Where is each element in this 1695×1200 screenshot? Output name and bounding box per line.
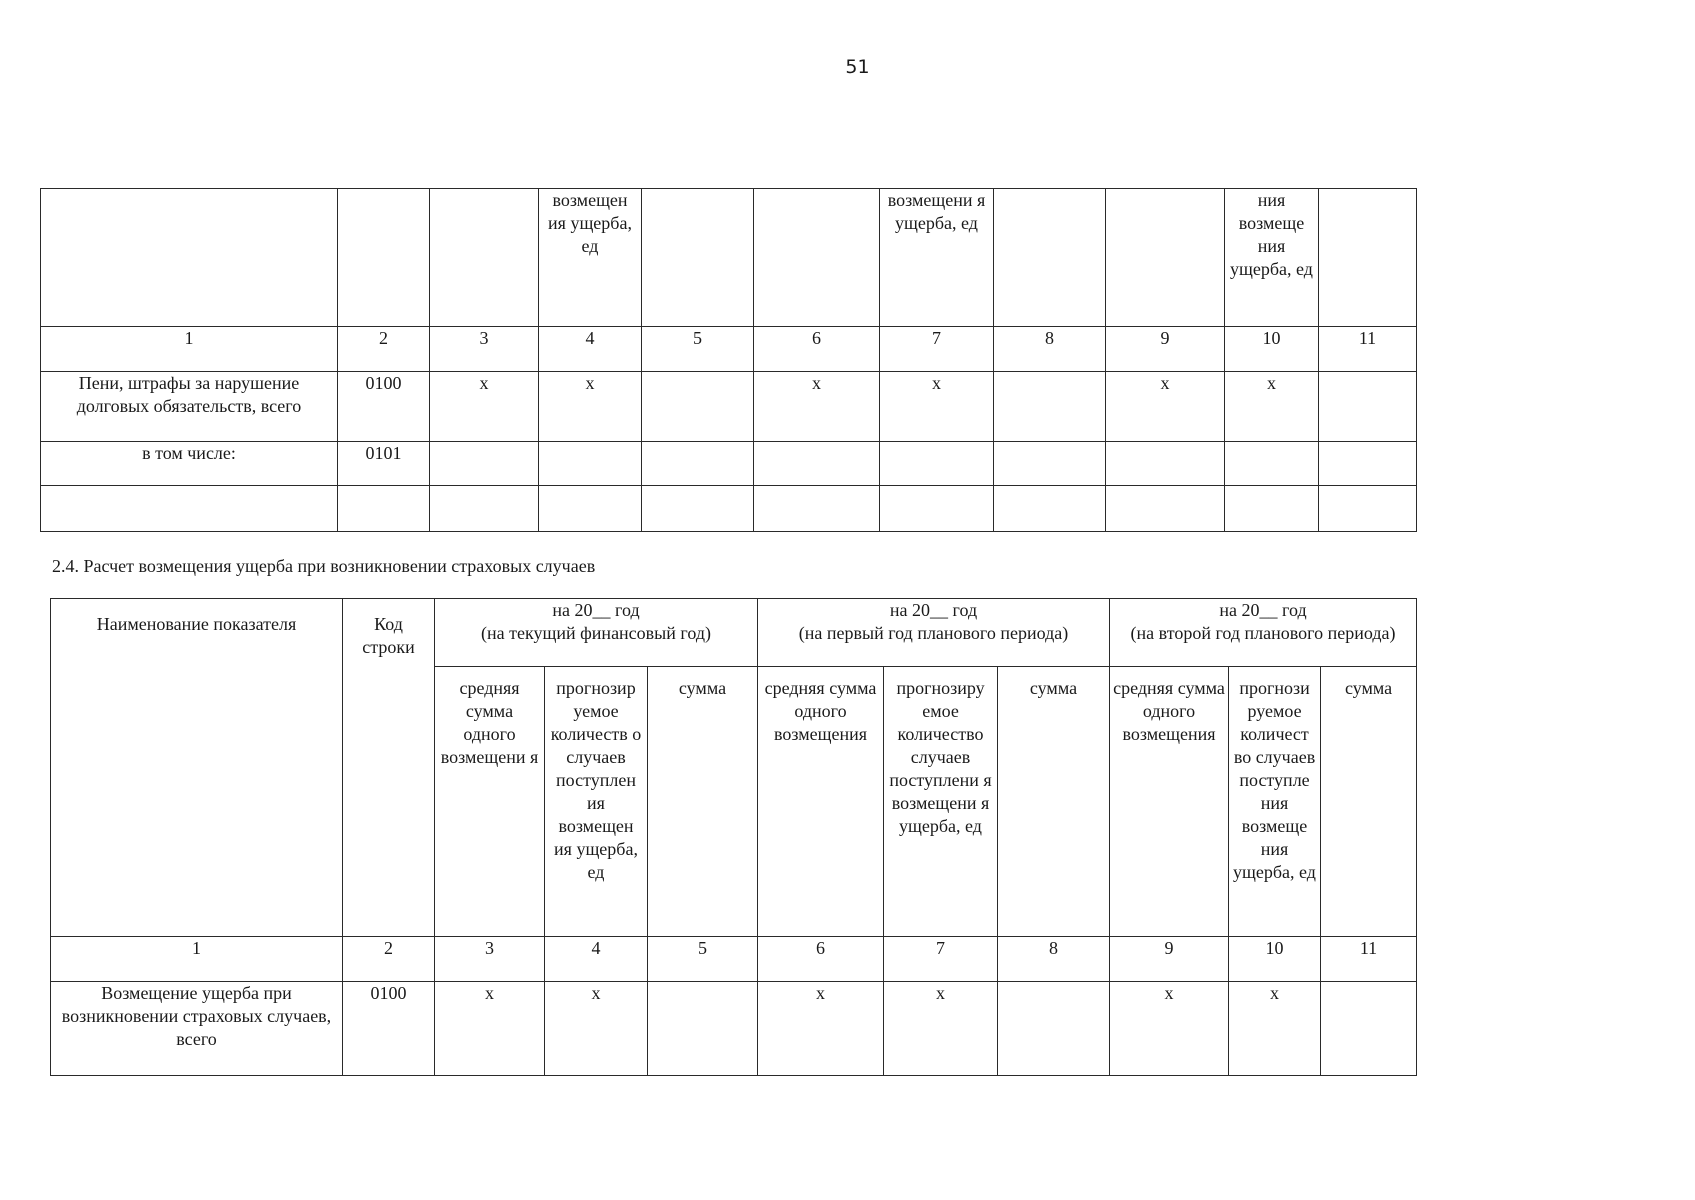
damages-continuation-table xyxy=(40,188,1417,532)
header-cell xyxy=(754,189,880,327)
column-number: 11 xyxy=(1319,327,1417,372)
row-cell: x xyxy=(880,372,994,442)
row-code: 0100 xyxy=(338,372,430,442)
period-group-second xyxy=(1110,599,1417,667)
row-cell xyxy=(539,442,642,486)
row-cell xyxy=(1106,486,1225,532)
table-row xyxy=(41,486,1417,532)
column-number: 9 xyxy=(1106,327,1225,372)
row-cell xyxy=(430,442,539,486)
header-cell xyxy=(994,189,1106,327)
column-number: 8 xyxy=(994,327,1106,372)
column-number: 2 xyxy=(343,937,435,982)
period-label: (на второй год планового периода) xyxy=(1130,623,1396,643)
column-numbers-row xyxy=(41,327,1417,372)
row-cell xyxy=(648,982,758,1076)
row-cell: x xyxy=(1225,372,1319,442)
period-label: (на первый год планового периода) xyxy=(798,623,1069,643)
row-cell xyxy=(1225,442,1319,486)
column-number: 6 xyxy=(754,327,880,372)
column-number: 5 xyxy=(642,327,754,372)
column-number: 5 xyxy=(648,937,758,982)
row-cell xyxy=(642,486,754,532)
period-label: (на текущий финансовый год) xyxy=(481,623,711,643)
header-cell xyxy=(1319,189,1417,327)
column-number: 3 xyxy=(430,327,539,372)
row-code: 0101 xyxy=(338,442,430,486)
row-cell xyxy=(994,372,1106,442)
subcolumn-header: средняя сумма одного возмещения xyxy=(1110,667,1229,937)
row-cell xyxy=(880,442,994,486)
column-number: 1 xyxy=(51,937,343,982)
table-row xyxy=(41,372,1417,442)
column-number: 10 xyxy=(1229,937,1321,982)
period-group-current xyxy=(435,599,758,667)
table-row xyxy=(41,442,1417,486)
row-cell: x xyxy=(1229,982,1321,1076)
row-code-header: Код строки xyxy=(343,599,435,937)
row-cell: x xyxy=(884,982,998,1076)
row-cell xyxy=(1321,982,1417,1076)
row-name: Пени, штрафы за нарушение долговых обязательств, всего xyxy=(41,372,338,442)
insurance-damages-table xyxy=(50,598,1417,1076)
column-number: 10 xyxy=(1225,327,1319,372)
row-cell xyxy=(994,486,1106,532)
row-cell: x xyxy=(435,982,545,1076)
row-cell xyxy=(754,442,880,486)
row-cell xyxy=(1319,372,1417,442)
row-cell xyxy=(430,486,539,532)
header-cell xyxy=(338,189,430,327)
row-cell xyxy=(754,486,880,532)
subcolumn-header: сумма xyxy=(1321,667,1417,937)
column-number: 4 xyxy=(545,937,648,982)
page-number: 51 xyxy=(845,56,870,78)
period-year: на 20__ год xyxy=(552,600,640,620)
table2-header-row xyxy=(51,599,1417,667)
header-cell: возмещени я ущерба, ед xyxy=(880,189,994,327)
row-code xyxy=(338,486,430,532)
column-number: 1 xyxy=(41,327,338,372)
subcolumn-header: средняя сумма одного возмещения xyxy=(758,667,884,937)
column-number: 2 xyxy=(338,327,430,372)
row-cell xyxy=(642,442,754,486)
subcolumn-header: прогнози руемое количест во случаев поступле ния возмеще ния ущерба, ед xyxy=(1229,667,1321,937)
header-cell: ния возмеще ния ущерба, ед xyxy=(1225,189,1319,327)
period-year: на 20__ год xyxy=(889,600,978,620)
column-number: 4 xyxy=(539,327,642,372)
table1-header-row xyxy=(41,189,1417,327)
column-number: 3 xyxy=(435,937,545,982)
period-group-first xyxy=(758,599,1110,667)
row-cell xyxy=(994,442,1106,486)
header-cell xyxy=(430,189,539,327)
column-number: 7 xyxy=(880,327,994,372)
column-numbers-row xyxy=(51,937,1417,982)
column-number: 6 xyxy=(758,937,884,982)
indicator-name-header: Наименование показателя xyxy=(51,599,343,937)
subcolumn-header: прогнозиру емое количество случаев поступлени я возмещени я ущерба, ед xyxy=(884,667,998,937)
period-year: на 20__ год xyxy=(1219,600,1307,620)
row-cell: x xyxy=(539,372,642,442)
row-cell: x xyxy=(758,982,884,1076)
table-row xyxy=(51,982,1417,1076)
row-cell xyxy=(539,486,642,532)
row-cell xyxy=(998,982,1110,1076)
header-cell xyxy=(1106,189,1225,327)
column-number: 8 xyxy=(998,937,1110,982)
row-cell xyxy=(1319,486,1417,532)
row-name: в том числе: xyxy=(41,442,338,486)
section-title: 2.4. Расчет возмещения ущерба при возникновении страховых случаев xyxy=(52,556,596,576)
row-cell: x xyxy=(1110,982,1229,1076)
column-number: 11 xyxy=(1321,937,1417,982)
row-cell xyxy=(642,372,754,442)
row-cell: x xyxy=(754,372,880,442)
header-cell xyxy=(642,189,754,327)
row-name xyxy=(41,486,338,532)
row-cell xyxy=(1225,486,1319,532)
row-cell xyxy=(1319,442,1417,486)
row-cell xyxy=(1106,442,1225,486)
subcolumn-header: средняя сумма одного возмещени я xyxy=(435,667,545,937)
column-number: 7 xyxy=(884,937,998,982)
column-number: 9 xyxy=(1110,937,1229,982)
row-cell: x xyxy=(1106,372,1225,442)
header-cell xyxy=(41,189,338,327)
header-cell: возмещен ия ущерба, ед xyxy=(539,189,642,327)
subcolumn-header: прогнозир уемое количеств о случаев поступлен ия возмещен ия ущерба, ед xyxy=(545,667,648,937)
subcolumn-header: сумма xyxy=(648,667,758,937)
row-cell: x xyxy=(430,372,539,442)
subcolumn-header: сумма xyxy=(998,667,1110,937)
row-name: Возмещение ущерба при возникновении страховых случаев, всего xyxy=(51,982,343,1076)
row-cell: x xyxy=(545,982,648,1076)
row-code: 0100 xyxy=(343,982,435,1076)
row-cell xyxy=(880,486,994,532)
